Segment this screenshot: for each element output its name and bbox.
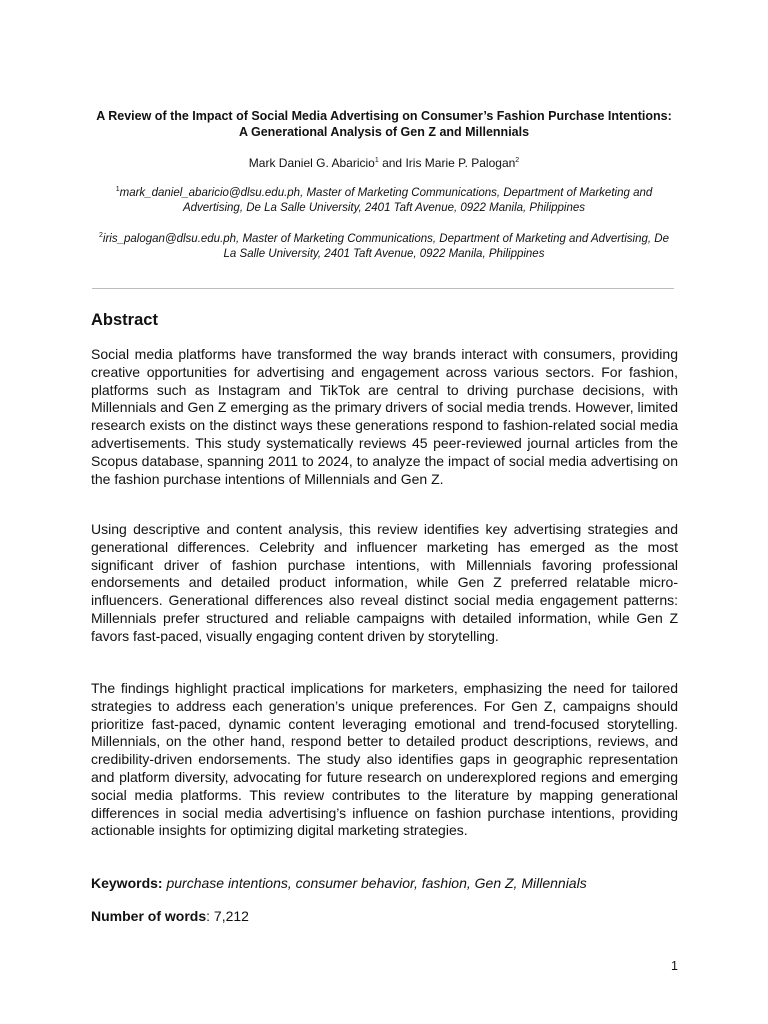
abstract-paragraph: The findings highlight practical implications for marketers, emphasizing the need for tailored strategies to address each generation’s unique preferences. For Gen Z, campaigns should prioritize fast-paced, dynamic content leveraging emotional and trend-focused storytelling. Millennials, on the other hand, respond better to detailed product descriptions, reviews, and credibility-driven endorsements. The study also identifies gaps in geographic representation and platform diversity, advocating for future research on underexplored regions and emerging social media platforms. This review contributes to the literature by mapping generational differences in social media advertising’s influence on fashion purchase intentions, providing actionable insights for optimizing digital marketing strategies. (91, 680, 678, 839)
keywords-list: purchase intentions, consumer behavior, fashion, Gen Z, Millennials (166, 875, 587, 891)
keywords-label: Keywords: (91, 875, 163, 891)
affiliation-2 (92, 232, 676, 262)
affiliation-1 (92, 186, 676, 216)
word-count-label: Number of words (91, 908, 207, 924)
paper-title: A Review of the Impact of Social Media Advertising on Consumer’s Fashion Purchase Intentions: A Generational Analysis of Gen Z and Millennials (96, 109, 672, 139)
word-count-line (91, 907, 249, 925)
author-connector: and (378, 156, 406, 170)
affiliation-text: mark_daniel_abaricio@dlsu.edu.ph, Master of Marketing Communications, Department of Marketing and Advertising, De La Salle University, 2401 Taft Avenue, 0922 Manila, Philippines (119, 187, 653, 214)
affiliation-marker: 1 (115, 186, 120, 194)
word-count-separator: : (206, 908, 214, 924)
page-number: 1 (671, 959, 678, 973)
abstract-paragraph: Using descriptive and content analysis, this review identifies key advertising strategies and generational differences. Celebrity and influencer marketing has emerged as the most significant driver of fashion purchase intentions, with Millennials favoring professional endorsements and detailed product information, while Gen Z preferred relatable micro-influencers. Generational differences also reveal distinct social media engagement patterns: Millennials prefer structured and reliable campaigns with detailed information, while Gen Z favors fast-paced, visually engaging content driven by storytelling. (91, 521, 678, 644)
header-divider (92, 288, 674, 289)
affiliation-marker: 2 (515, 157, 520, 164)
affiliation-text: iris_palogan@dlsu.edu.ph, Master of Marketing Communications, Department of Marketing and Advertising, De La Salle University, 2401 Taft Avenue, 0922 Manila, Philippines (102, 233, 669, 260)
author-name: Iris Marie P. Palogan (405, 156, 516, 170)
author-name: Mark Daniel G. Abaricio (248, 156, 375, 170)
affiliation-marker: 1 (374, 157, 379, 164)
affiliation-marker: 2 (99, 232, 103, 240)
word-count-value: 7,212 (213, 908, 249, 924)
abstract-heading: Abstract (91, 311, 158, 329)
abstract-paragraph: Social media platforms have transformed the way brands interact with consumers, providing creative opportunities for advertising and engagement across various sectors. For fashion, platforms such as Instagram and TikTok are central to driving purchase decisions, with Millennials and Gen Z emerging as the primary drivers of social media trends. However, limited research exists on the distinct ways these generations respond to fashion-related social media advertisements. This study systematically reviews 45 peer-reviewed journal articles from the Scopus database, spanning 2011 to 2024, to analyze the impact of social media advertising on the fashion purchase intentions of Millennials and Gen Z. (91, 346, 678, 487)
author-line (92, 155, 676, 171)
keywords-line (91, 874, 678, 892)
